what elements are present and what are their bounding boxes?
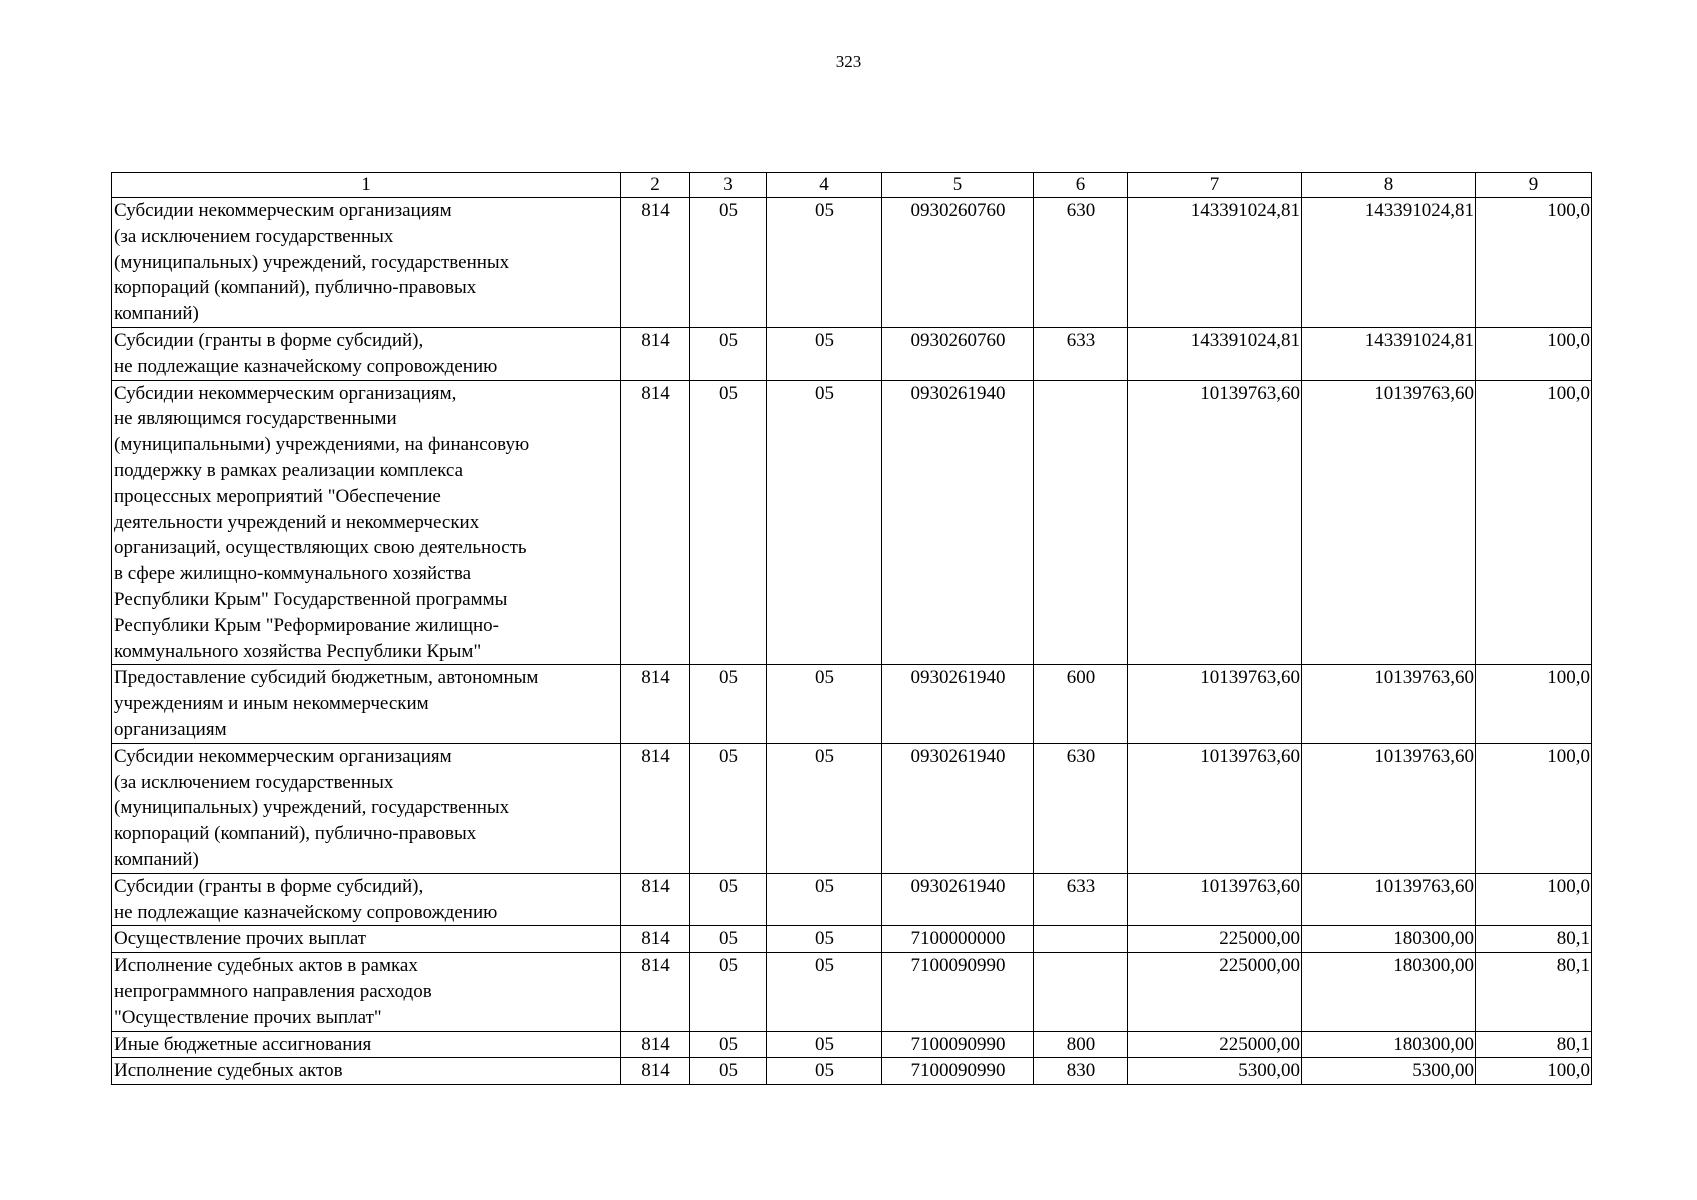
ministry-code: 814 [621,743,690,873]
expense-name: Субсидии некоммерческим организациям (за исключением государственных (муниципальных) учреждений, государственных корпораций (компаний), публично-правовых компаний) [112,198,621,328]
table-row [112,380,1592,665]
page-number: 323 [835,52,862,71]
expense-type-code [1034,926,1128,953]
execution-percent: 80,1 [1476,953,1592,1031]
column-header: 7 [1128,173,1302,198]
ministry-code: 814 [621,1058,690,1085]
execution-percent: 100,0 [1476,198,1592,328]
ministry-code: 814 [621,327,690,380]
column-header: 4 [767,173,882,198]
ministry-code: 814 [621,953,690,1031]
executed-amount: 143391024,81 [1302,198,1476,328]
executed-amount: 180300,00 [1302,926,1476,953]
execution-percent: 80,1 [1476,1031,1592,1058]
executed-amount: 10139763,60 [1302,873,1476,926]
target-article-code: 0930260760 [882,327,1034,380]
section-code: 05 [690,743,767,873]
expense-name: Осуществление прочих выплат [112,926,621,953]
execution-percent: 100,0 [1476,743,1592,873]
execution-percent: 100,0 [1476,380,1592,665]
target-article-code: 0930260760 [882,198,1034,328]
expense-name: Исполнение судебных актов [112,1058,621,1085]
executed-amount: 10139763,60 [1302,380,1476,665]
column-header: 1 [112,173,621,198]
section-code: 05 [690,1031,767,1058]
budget-table [111,172,1592,1085]
ministry-code: 814 [621,1031,690,1058]
target-article-code: 0930261940 [882,665,1034,743]
expense-name: Исполнение судебных актов в рамках непрограммного направления расходов "Осуществление прочих выплат" [112,953,621,1031]
execution-percent: 80,1 [1476,926,1592,953]
subsection-code: 05 [767,873,882,926]
subsection-code: 05 [767,1058,882,1085]
column-header: 6 [1034,173,1128,198]
table-row [112,665,1592,743]
expense-name: Субсидии некоммерческим организациям (за исключением государственных (муниципальных) учреждений, государственных корпораций (компаний), публично-правовых компаний) [112,743,621,873]
table-row [112,327,1592,380]
ministry-code: 814 [621,873,690,926]
executed-amount: 180300,00 [1302,1031,1476,1058]
target-article-code: 7100000000 [882,926,1034,953]
expense-name: Предоставление субсидий бюджетным, автономным учреждениям и иным некоммерческим организациям [112,665,621,743]
ministry-code: 814 [621,380,690,665]
expense-type-code: 830 [1034,1058,1128,1085]
executed-amount: 180300,00 [1302,953,1476,1031]
header-row [112,173,1592,198]
table-row [112,873,1592,926]
target-article-code: 7100090990 [882,1058,1034,1085]
approved-amount: 10139763,60 [1128,380,1302,665]
expense-type-code [1034,953,1128,1031]
approved-amount: 143391024,81 [1128,327,1302,380]
section-code: 05 [690,380,767,665]
ministry-code: 814 [621,926,690,953]
expense-type-code: 633 [1034,873,1128,926]
target-article-code: 0930261940 [882,743,1034,873]
execution-percent: 100,0 [1476,1058,1592,1085]
table-row [112,198,1592,328]
section-code: 05 [690,665,767,743]
approved-amount: 143391024,81 [1128,198,1302,328]
table-row [112,953,1592,1031]
expense-name: Субсидии (гранты в форме субсидий), не подлежащие казначейскому сопровождению [112,873,621,926]
ministry-code: 814 [621,198,690,328]
executed-amount: 5300,00 [1302,1058,1476,1085]
expense-type-code: 633 [1034,327,1128,380]
column-header: 9 [1476,173,1592,198]
section-code: 05 [690,327,767,380]
expense-type-code: 630 [1034,743,1128,873]
subsection-code: 05 [767,665,882,743]
executed-amount: 10139763,60 [1302,743,1476,873]
ministry-code: 814 [621,665,690,743]
subsection-code: 05 [767,953,882,1031]
section-code: 05 [690,953,767,1031]
execution-percent: 100,0 [1476,327,1592,380]
expense-name: Иные бюджетные ассигнования [112,1031,621,1058]
approved-amount: 10139763,60 [1128,665,1302,743]
target-article-code: 0930261940 [882,873,1034,926]
target-article-code: 7100090990 [882,953,1034,1031]
expense-name: Субсидии некоммерческим организациям, не являющимся государственными (муниципальными) учреждениями, на финансовую поддержку в рамках реализации комплекса процессных мероприятий "Обеспечение деятельности учреждений и некоммерческих организаций, осуществляющих свою деятельность в сфере жилищно-коммунального хозяйства Республики Крым" Государственной программы Республики Крым "Реформирование жилищно- коммунального хозяйства Республики Крым" [112,380,621,665]
section-code: 05 [690,873,767,926]
execution-percent: 100,0 [1476,873,1592,926]
section-code: 05 [690,926,767,953]
subsection-code: 05 [767,926,882,953]
target-article-code: 0930261940 [882,380,1034,665]
execution-percent: 100,0 [1476,665,1592,743]
approved-amount: 5300,00 [1128,1058,1302,1085]
executed-amount: 10139763,60 [1302,665,1476,743]
approved-amount: 10139763,60 [1128,873,1302,926]
expense-type-code [1034,380,1128,665]
column-header: 3 [690,173,767,198]
column-header: 2 [621,173,690,198]
expense-name: Субсидии (гранты в форме субсидий), не подлежащие казначейскому сопровождению [112,327,621,380]
table-row [112,1058,1592,1085]
approved-amount: 225000,00 [1128,926,1302,953]
approved-amount: 10139763,60 [1128,743,1302,873]
expense-type-code: 630 [1034,198,1128,328]
target-article-code: 7100090990 [882,1031,1034,1058]
table-row [112,926,1592,953]
expense-type-code: 600 [1034,665,1128,743]
table-row [112,743,1592,873]
subsection-code: 05 [767,743,882,873]
section-code: 05 [690,1058,767,1085]
subsection-code: 05 [767,198,882,328]
approved-amount: 225000,00 [1128,1031,1302,1058]
subsection-code: 05 [767,327,882,380]
table-row [112,1031,1592,1058]
section-code: 05 [690,198,767,328]
executed-amount: 143391024,81 [1302,327,1476,380]
subsection-code: 05 [767,1031,882,1058]
column-header: 8 [1302,173,1476,198]
expense-type-code: 800 [1034,1031,1128,1058]
column-header: 5 [882,173,1034,198]
approved-amount: 225000,00 [1128,953,1302,1031]
subsection-code: 05 [767,380,882,665]
